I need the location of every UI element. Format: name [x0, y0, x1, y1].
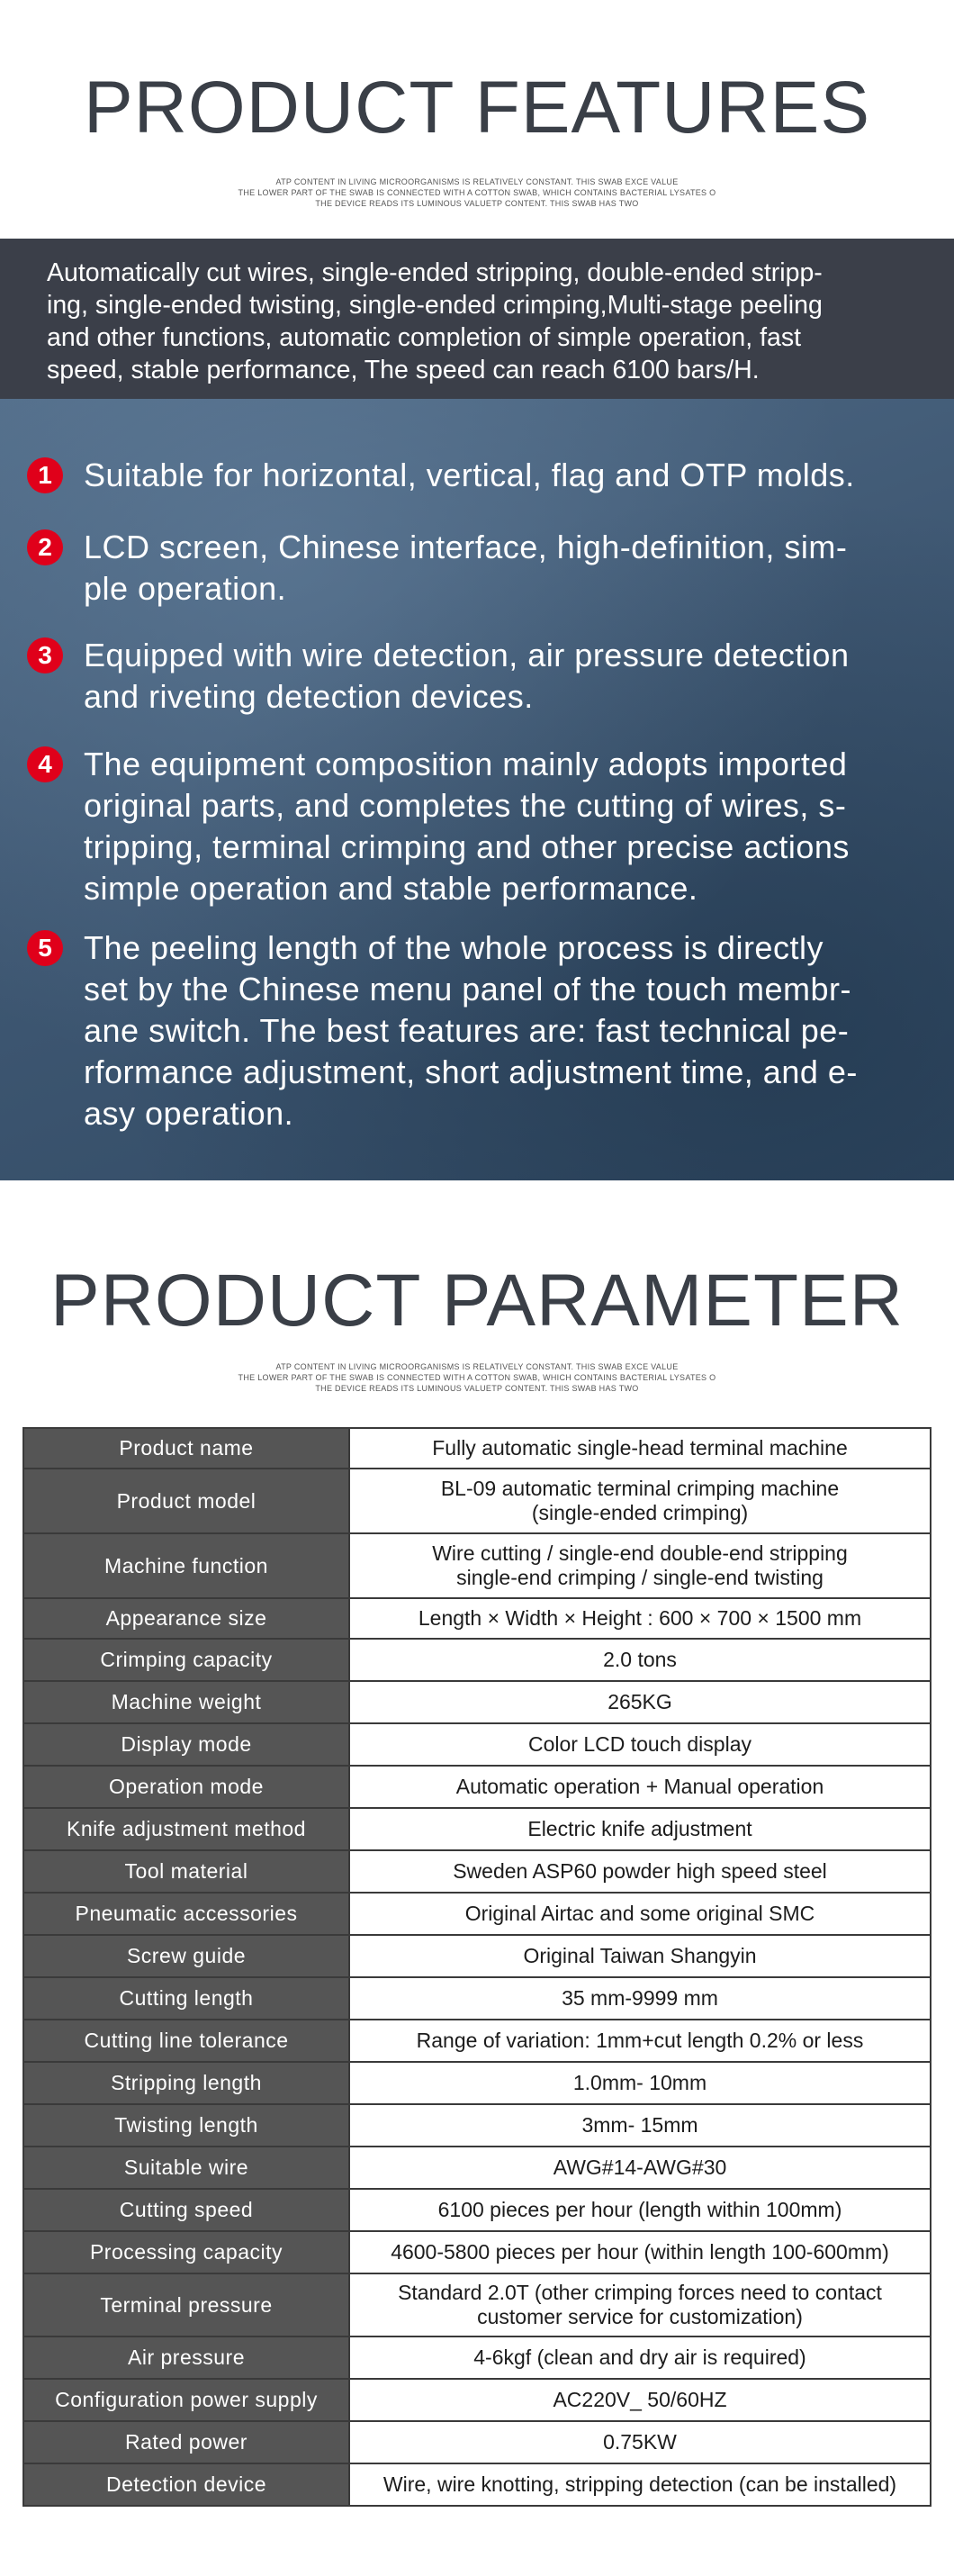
- parameter-value-line: Color LCD touch display: [527, 1732, 752, 1756]
- parameter-value-line: 6100 pieces per hour (length within 100mm): [437, 2198, 842, 2221]
- parameter-value-line: 1.0mm- 10mm: [572, 2071, 707, 2094]
- summary-line: speed, stable performance, The speed can reach 6100 bars/H.: [47, 356, 760, 384]
- parameter-row: [23, 1681, 931, 1723]
- parameter-value-line: 0.75KW: [603, 2430, 677, 2454]
- parameter-row: [23, 1723, 931, 1766]
- parameter-row: [23, 2147, 931, 2189]
- features-title: PRODUCT FEATURES: [83, 67, 871, 149]
- parameter-value-line: customer service for customization): [477, 2305, 803, 2328]
- feature-line: LCD screen, Chinese interface, high-definition, sim-: [84, 529, 848, 565]
- parameter-value: [349, 1977, 931, 2020]
- parameter-row: [23, 1639, 931, 1681]
- parameter-row: [23, 2189, 931, 2231]
- parameter-label: Screw guide: [23, 1935, 349, 1977]
- parameter-value-line: 265KG: [608, 1690, 672, 1713]
- summary-line: Automatically cut wires, single-ended stripping, double-ended stripp-: [47, 258, 823, 287]
- parameter-value: [349, 2379, 931, 2421]
- parameter-row: [23, 1977, 931, 2020]
- parameter-row: [23, 1766, 931, 1808]
- parameter-value: [349, 1598, 931, 1639]
- parameter-value-line: AC220V_ 50/60HZ: [553, 2388, 727, 2411]
- parameter-value-line: Fully automatic single-head terminal machine: [432, 1436, 848, 1460]
- feature-line: asy operation.: [84, 1095, 294, 1132]
- parameter-value: [349, 2336, 931, 2379]
- parameter-value: [349, 1428, 931, 1469]
- parameter-value-line: Original Airtac and some original SMC: [464, 1902, 815, 1925]
- parameter-value: [349, 2147, 931, 2189]
- parameter-label: Display mode: [23, 1723, 349, 1766]
- parameter-label: Tool material: [23, 1850, 349, 1893]
- parameter-value-line: 4600-5800 pieces per hour (within length 100-600mm): [391, 2240, 889, 2264]
- feature-number-badge: 3: [27, 637, 63, 673]
- parameter-table: [22, 1427, 932, 2507]
- small-text-line: THE DEVICE READS ITS LUMINOUS VALUETP CONTENT. THIS SWAB HAS TWO: [315, 199, 639, 208]
- parameter-value: [349, 1469, 931, 1533]
- feature-number-badge: 1: [27, 457, 63, 493]
- feature-line: The equipment composition mainly adopts imported: [84, 746, 848, 782]
- parameter-value: [349, 2189, 931, 2231]
- parameter-label: Air pressure: [23, 2336, 349, 2379]
- parameter-row: [23, 1935, 931, 1977]
- parameter-small-text: [0, 1361, 954, 1394]
- feature-line: ple operation.: [84, 570, 287, 607]
- parameter-label: Machine weight: [23, 1681, 349, 1723]
- parameter-value-line: single-end crimping / single-end twisting: [456, 1566, 824, 1589]
- parameter-value-line: BL-09 automatic terminal crimping machine: [440, 1477, 840, 1500]
- parameter-value: [349, 1893, 931, 1935]
- feature-line: Equipped with wire detection, air pressure detection: [84, 637, 850, 673]
- feature-text: [84, 527, 927, 610]
- feature-number-badge: 4: [27, 746, 63, 782]
- parameter-label: Crimping capacity: [23, 1639, 349, 1681]
- parameter-row: [23, 1808, 931, 1850]
- parameter-value: [349, 1723, 931, 1766]
- feature-line: simple operation and stable performance.: [84, 870, 698, 907]
- parameter-label: Processing capacity: [23, 2231, 349, 2273]
- feature-text: [84, 455, 927, 496]
- feature-line: tripping, terminal crimping and other precise actions: [84, 828, 850, 865]
- feature-text: [84, 744, 927, 909]
- parameter-label: Terminal pressure: [23, 2273, 349, 2336]
- feature-item: [27, 527, 927, 610]
- parameter-value-line: Sweden ASP60 powder high speed steel: [453, 1859, 827, 1883]
- features-small-text: [0, 176, 954, 209]
- parameter-value-line: Range of variation: 1mm+cut length 0.2% or less: [416, 2029, 864, 2052]
- summary-line: and other functions, automatic completion of simple operation, fast: [47, 323, 802, 352]
- feature-number-badge: 2: [27, 529, 63, 565]
- parameter-row: [23, 1850, 931, 1893]
- parameter-label: Detection device: [23, 2463, 349, 2506]
- parameter-label: Operation mode: [23, 1766, 349, 1808]
- parameter-value-line: Length × Width × Height : 600 × 700 × 1500 mm: [418, 1606, 862, 1630]
- parameter-value-line: 4-6kgf (clean and dry air is required): [473, 2346, 806, 2369]
- parameter-row: [23, 1598, 931, 1639]
- feature-item: [27, 455, 927, 496]
- parameter-label: Configuration power supply: [23, 2379, 349, 2421]
- parameter-value-line: Standard 2.0T (other crimping forces need to contact: [398, 2281, 882, 2304]
- parameter-value-line: Automatic operation + Manual operation: [455, 1775, 824, 1798]
- feature-line: and riveting detection devices.: [84, 678, 534, 715]
- feature-line: Suitable for horizontal, vertical, flag and OTP molds.: [84, 456, 855, 493]
- parameter-label: Product model: [23, 1469, 349, 1533]
- parameter-value-line: Electric knife adjustment: [527, 1817, 752, 1840]
- parameter-row: [23, 2463, 931, 2506]
- parameter-value: [349, 1766, 931, 1808]
- parameter-row: [23, 1533, 931, 1598]
- parameter-row: [23, 2273, 931, 2336]
- small-text-line: THE LOWER PART OF THE SWAB IS CONNECTED WITH A COTTON SWAB, WHICH CONTAINS BACTERIAL LYSATES O: [238, 188, 716, 197]
- summary-line: ing, single-ended twisting, single-ended crimping,Multi-stage peeling: [47, 291, 823, 320]
- feature-number-badge: 5: [27, 930, 63, 966]
- parameter-value: [349, 2231, 931, 2273]
- parameter-value: [349, 2463, 931, 2506]
- parameter-value: [349, 1681, 931, 1723]
- parameter-label: Cutting line tolerance: [23, 2020, 349, 2062]
- parameter-row: [23, 1893, 931, 1935]
- parameter-value: [349, 2062, 931, 2104]
- parameter-value: [349, 2020, 931, 2062]
- parameter-value: [349, 1639, 931, 1681]
- parameter-row: [23, 2231, 931, 2273]
- feature-text: [84, 635, 927, 718]
- feature-line: The peeling length of the whole process is directly: [84, 929, 824, 966]
- parameter-value-line: 2.0 tons: [603, 1648, 677, 1671]
- parameter-label: Machine function: [23, 1533, 349, 1598]
- parameter-label: Rated power: [23, 2421, 349, 2463]
- parameter-value-line: Original Taiwan Shangyin: [523, 1944, 757, 1967]
- parameter-row: [23, 2104, 931, 2147]
- features-panel: [0, 399, 954, 1180]
- parameter-value-line: Wire cutting / single-end double-end stripping: [432, 1541, 848, 1565]
- parameter-label: Cutting speed: [23, 2189, 349, 2231]
- parameter-value: [349, 2104, 931, 2147]
- feature-line: original parts, and completes the cutting of wires, s-: [84, 787, 847, 824]
- parameter-label: Knife adjustment method: [23, 1808, 349, 1850]
- parameter-value-line: (single-ended crimping): [531, 1501, 749, 1524]
- parameter-value: [349, 1533, 931, 1598]
- parameter-value: [349, 2273, 931, 2336]
- parameter-row: [23, 2020, 931, 2062]
- feature-line: ane switch. The best features are: fast technical pe-: [84, 1012, 850, 1049]
- parameter-label: Cutting length: [23, 1977, 349, 2020]
- parameter-value: [349, 1935, 931, 1977]
- parameter-row: [23, 1428, 931, 1469]
- feature-line: set by the Chinese menu panel of the touch membr-: [84, 971, 851, 1008]
- feature-item: [27, 927, 927, 1134]
- parameter-label: Product name: [23, 1428, 349, 1469]
- parameter-label: Appearance size: [23, 1598, 349, 1639]
- parameter-label: Stripping length: [23, 2062, 349, 2104]
- parameter-row: [23, 2421, 931, 2463]
- small-text-line: THE LOWER PART OF THE SWAB IS CONNECTED WITH A COTTON SWAB, WHICH CONTAINS BACTERIAL LYSATES O: [238, 1373, 716, 1382]
- parameter-value: [349, 2421, 931, 2463]
- parameter-row: [23, 1469, 931, 1533]
- parameter-value: [349, 1850, 931, 1893]
- feature-text: [84, 927, 927, 1134]
- parameter-label: Twisting length: [23, 2104, 349, 2147]
- parameter-label: Pneumatic accessories: [23, 1893, 349, 1935]
- summary-band: [0, 239, 954, 399]
- parameter-value-line: Wire, wire knotting, stripping detection (can be installed): [382, 2472, 897, 2496]
- small-text-line: ATP CONTENT IN LIVING MICROORGANISMS IS RELATIVELY CONSTANT. THIS SWAB EXCE VALUE: [275, 1362, 679, 1371]
- feature-item: [27, 635, 927, 718]
- small-text-line: ATP CONTENT IN LIVING MICROORGANISMS IS RELATIVELY CONSTANT. THIS SWAB EXCE VALUE: [275, 177, 679, 186]
- parameter-value-line: 3mm- 15mm: [581, 2113, 698, 2137]
- parameter-row: [23, 2336, 931, 2379]
- parameter-value-line: 35 mm-9999 mm: [562, 1986, 718, 2010]
- parameter-title: PRODUCT PARAMETER: [50, 1260, 904, 1342]
- parameter-value-line: AWG#14-AWG#30: [553, 2156, 727, 2179]
- feature-line: rformance adjustment, short adjustment time, and e-: [84, 1053, 858, 1090]
- parameter-value: [349, 1808, 931, 1850]
- small-text-line: THE DEVICE READS ITS LUMINOUS VALUETP CONTENT. THIS SWAB HAS TWO: [315, 1384, 639, 1393]
- feature-item: [27, 744, 927, 909]
- parameter-table-body: [23, 1428, 931, 2506]
- parameter-row: [23, 2062, 931, 2104]
- parameter-row: [23, 2379, 931, 2421]
- parameter-label: Suitable wire: [23, 2147, 349, 2189]
